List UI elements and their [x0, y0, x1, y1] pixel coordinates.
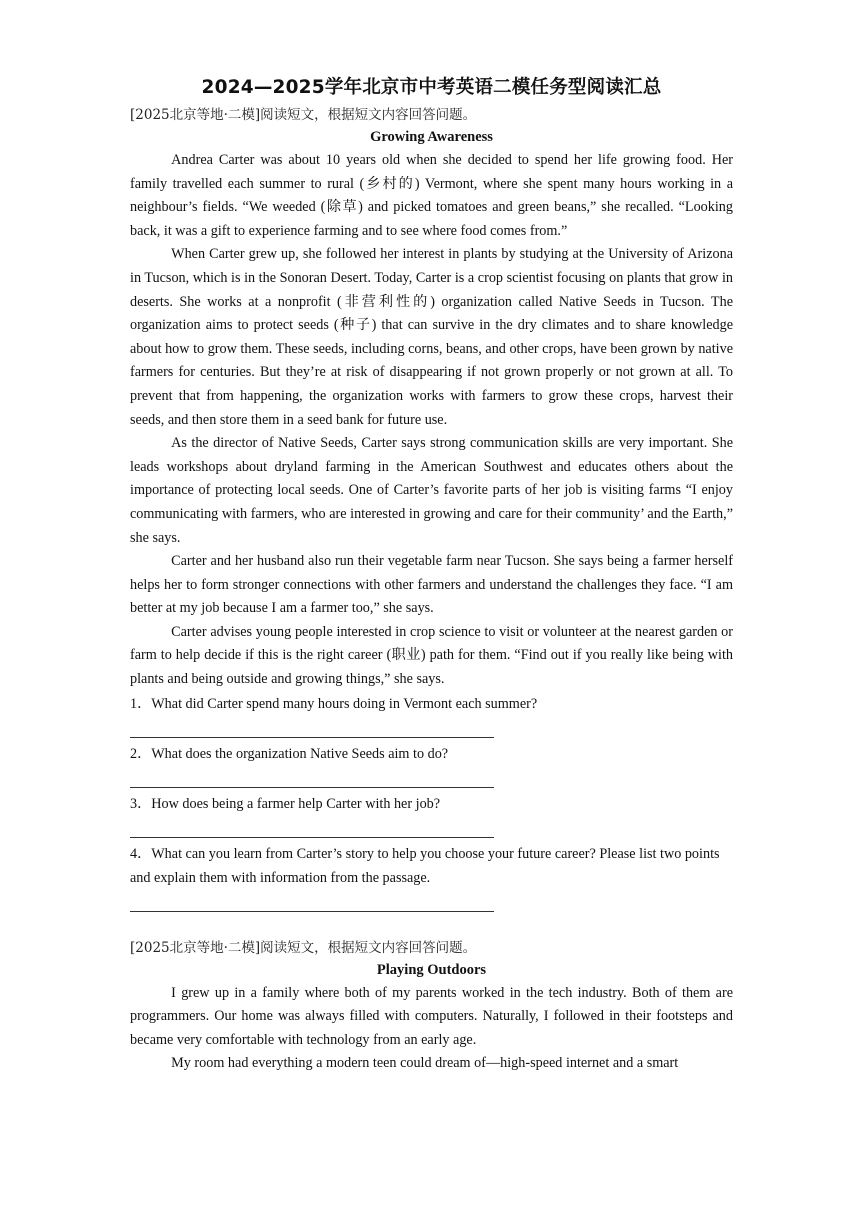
- answer-line-1[interactable]: [130, 716, 494, 738]
- section-gap: [130, 916, 733, 938]
- question-1: 1．What did Carter spend many hours doing in Vermont each summer?: [130, 695, 538, 712]
- answer-line-3[interactable]: [130, 816, 494, 838]
- section1-paragraph: As the director of Native Seeds, Carter says strong communication skills are very important. She leads workshops about dryland farming in the American Southwest and educates others about the importance of protecting local seeds. One of Carter’s favorite parts of her job is visiting farms “I enjoy communicating with farmers, who are interested in growing and care for their community’ and the Earth,” she says.: [130, 435, 733, 546]
- section2-passage-title: Playing Outdoors: [376, 961, 487, 978]
- section1-source: [2025北京等地·二模]阅读短文，根据短文内容回答问题。: [130, 107, 477, 123]
- question-4: 4．What can you learn from Carter’s story to help you choose your future career? Please list two points and explain them with information from the passage.: [130, 845, 720, 886]
- question-2: 2．What does the organization Native Seeds aim to do?: [130, 745, 449, 762]
- answer-line-4[interactable]: [130, 890, 494, 912]
- section1-paragraph: Carter advises young people interested in crop science to visit or volunteer at the nearest garden or farm to help decide if this is the right career (职业) path for them. “Find out if you really like being with plants and being outside and growing things,” she says.: [130, 623, 733, 688]
- section1-paragraph: Andrea Carter was about 10 years old when she decided to spend her life growing food. Her family travelled each summer to rural (乡村的) Vermont, where she spent many hours working in a neighbour’s fields. “We weeded (除草) and picked tomatoes and green beans,” she recalled. “Looking back, it was a gift to experience farming and to see where food comes from.”: [130, 152, 733, 239]
- section2-paragraph: I grew up in a family where both of my parents worked in the tech industry. Both of them are programmers. Our home was always filled with computers. Naturally, I followed in their footsteps and became very comfortable with technology from an early age.: [130, 984, 733, 1048]
- section1-paragraph: Carter and her husband also run their vegetable farm near Tucson. She says being a farmer herself helps her to form stronger connections with other farmers and understand the challenges they face. “I am better at my job because I am a farmer too,” she says.: [130, 553, 733, 617]
- document-title: 2024—2025学年北京市中考英语二模任务型阅读汇总: [201, 77, 662, 98]
- document-page: [130, 76, 733, 1076]
- section2-source: [2025北京等地·二模]阅读短文，根据短文内容回答问题。: [130, 939, 477, 956]
- section1-passage-title: Growing Awareness: [370, 129, 493, 145]
- answer-line-2[interactable]: [130, 766, 494, 788]
- question-3: 3．How does being a farmer help Carter with her job?: [130, 795, 441, 812]
- section1-paragraph: When Carter grew up, she followed her interest in plants by studying at the University of Arizona in Tucson, which is in the Sonoran Desert. Today, Carter is a crop scientist focusing on plants that grow in deserts. She works at a nonprofit (非营利性的) organization called Native Seeds in Tucson. The organization aims to protect seeds (种子) that can survive in the dry climates and to share knowledge about how to grow them. These seeds, including corns, beans, and other crops, have been grown by native farmers for centuries. But they’re at risk of disappearing if not grown properly or not grown at all. To prevent that from happening, the organization works with farmers to grow these crops, harvest their seeds, and then store them in a seed bank for future use.: [130, 246, 733, 428]
- section2-paragraph: My room had everything a modern teen could dream of—high-speed internet and a smart: [171, 1055, 679, 1072]
